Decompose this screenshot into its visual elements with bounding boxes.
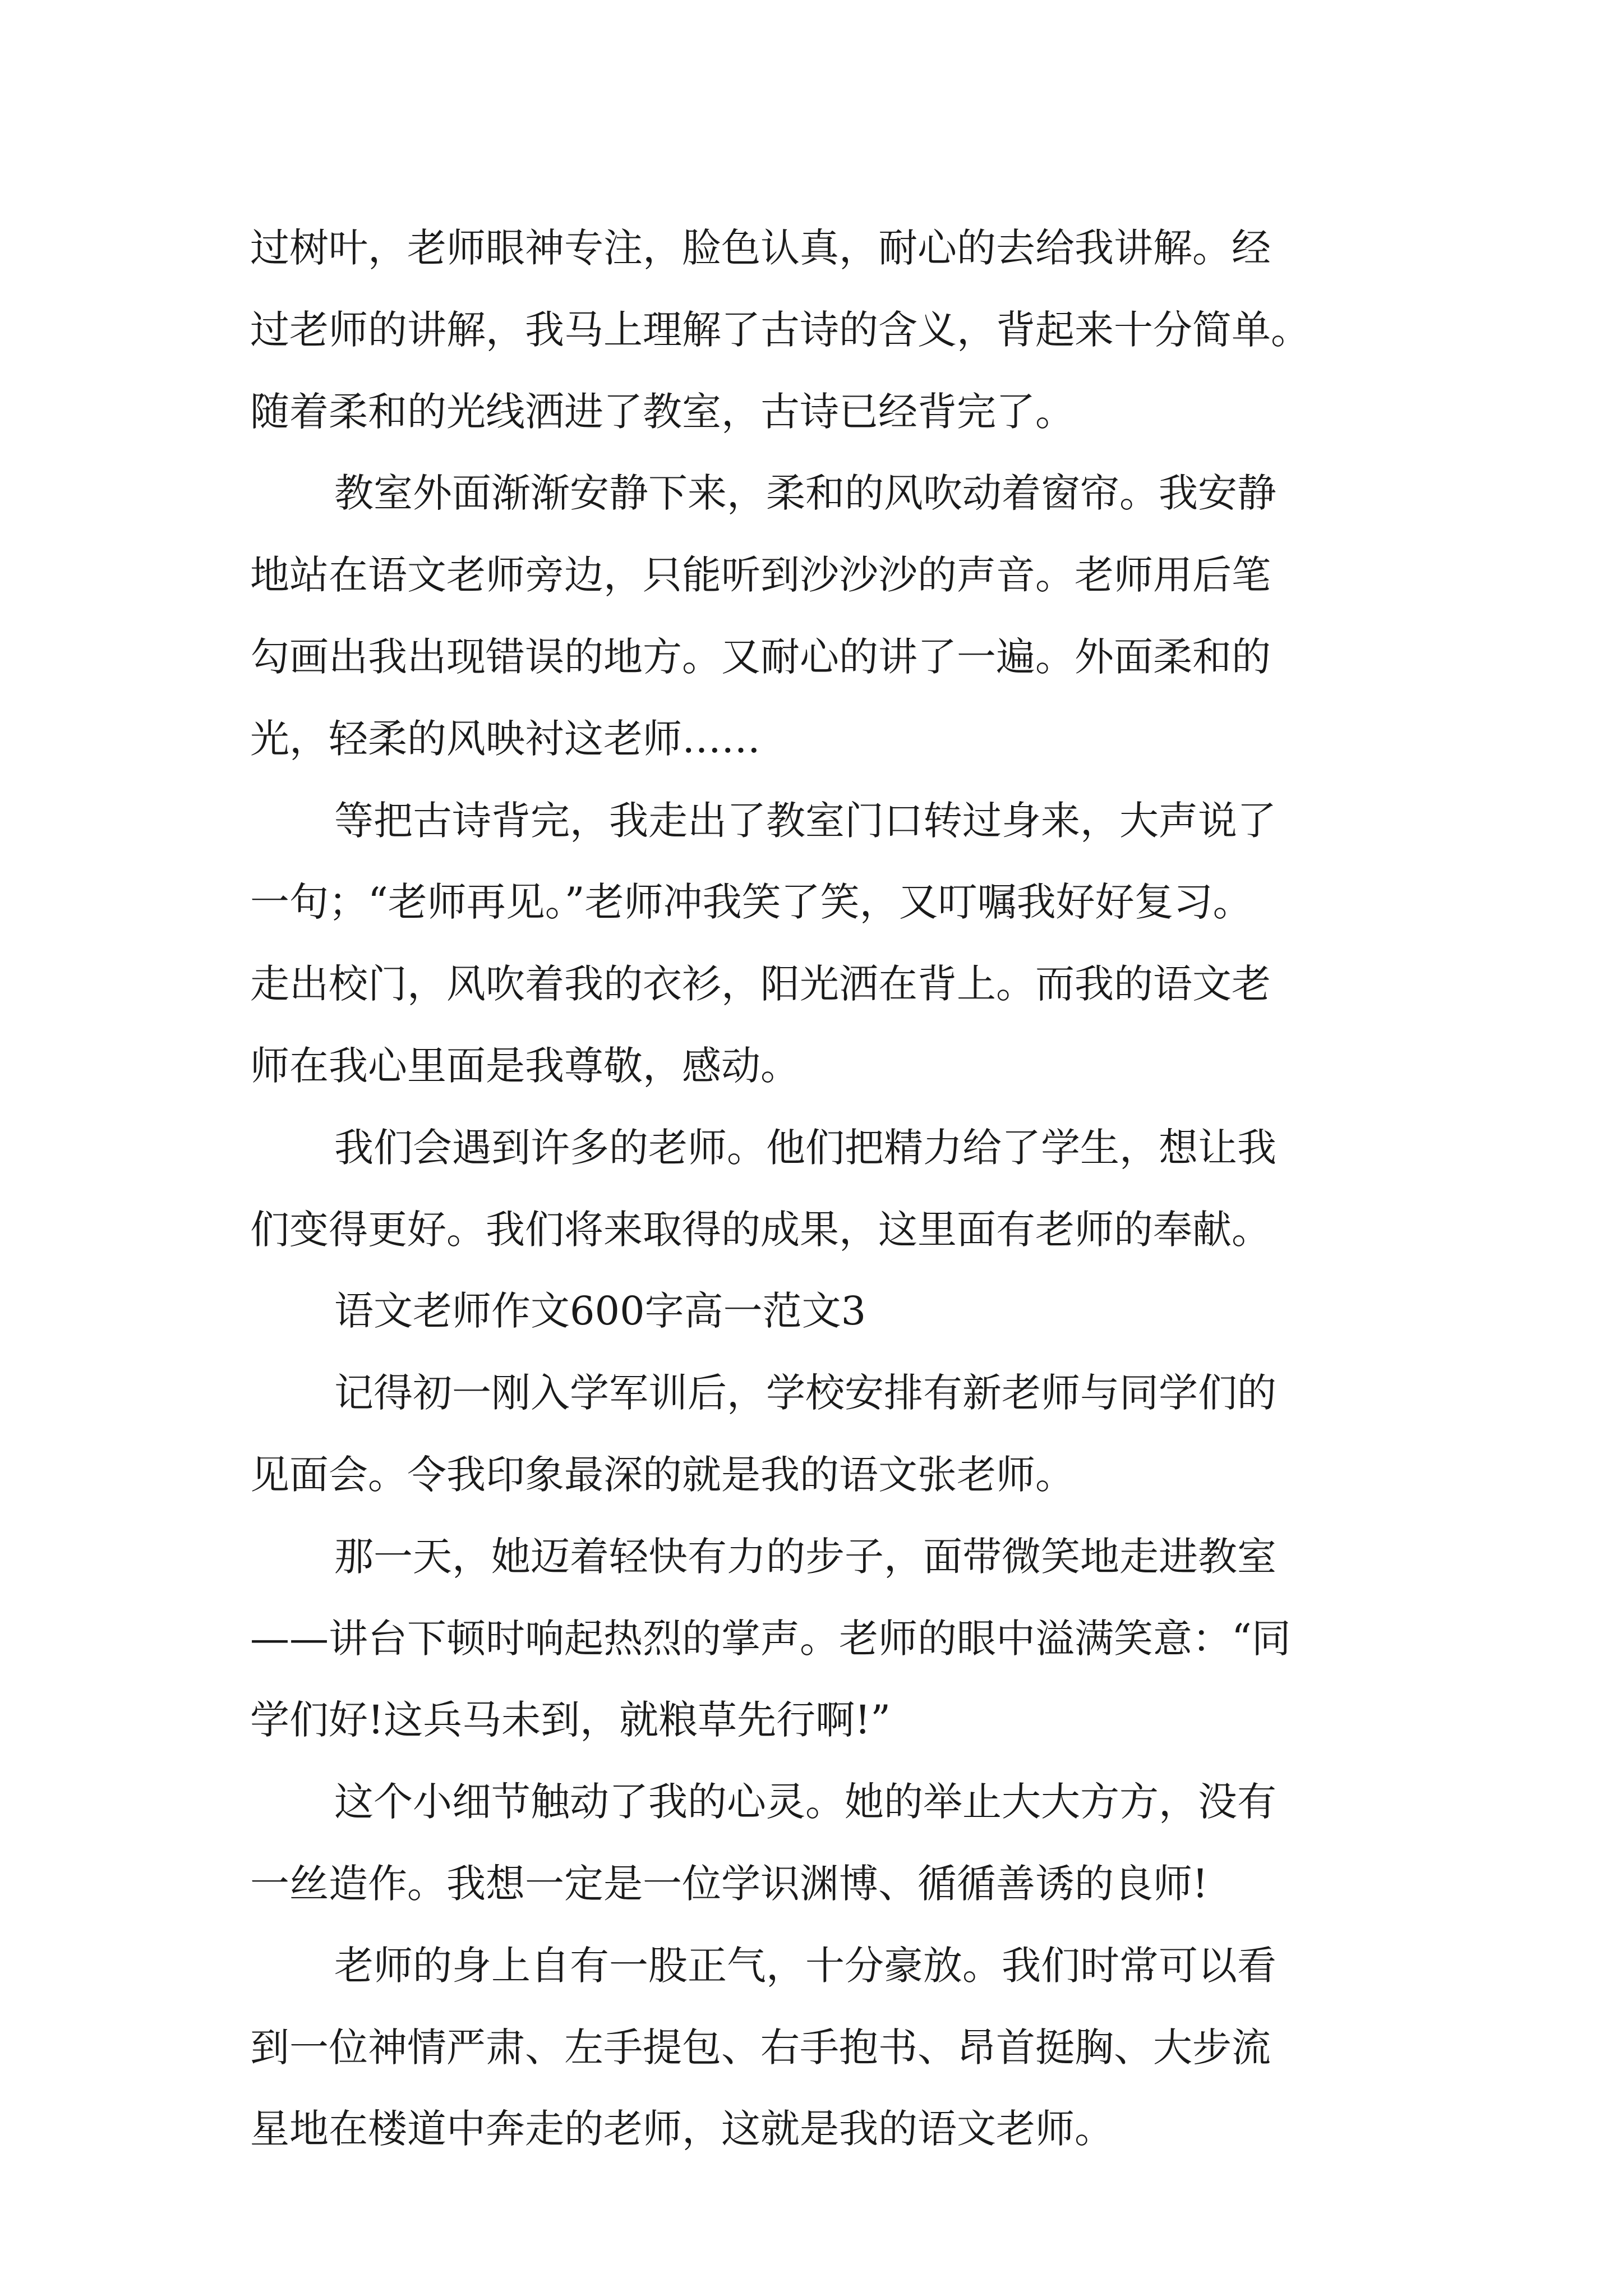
paragraph-first-line: 这个小细节触动了我的心灵。她的举止大大方方，没有 — [334, 1779, 1276, 1825]
text-line: 过树叶，老师眼神专注，脸色认真，耐心的去给我讲解。经 — [250, 225, 1271, 271]
text-line: 勾画出我出现错误的地方。又耐心的讲了一遍。外面柔和的 — [250, 633, 1271, 680]
text-line: 星地在楼道中奔走的老师，这就是我的语文老师。 — [250, 2106, 1114, 2152]
text-line: 过老师的讲解，我马上理解了古诗的含义，背起来十分简单。 — [250, 306, 1310, 353]
text-line: 地站在语文老师旁边，只能听到沙沙沙的声音。老师用后笔 — [250, 552, 1271, 599]
paragraph-first-line: 我们会遇到许多的老师。他们把精力给了学生，想让我 — [334, 1124, 1276, 1171]
paragraph-first-line: 老师的身上自有一股正气，十分豪放。我们时常可以看 — [334, 1942, 1276, 1989]
paragraph-first-line: 等把古诗背完，我走出了教室门口转过身来，大声说了 — [334, 797, 1276, 844]
text-line: 光，轻柔的风映衬这老师…… — [250, 715, 760, 762]
text-line: 一句；“老师再见。”老师冲我笑了笑，又叮嘱我好好复习。 — [250, 879, 1252, 926]
text-line: 学们好!这兵马未到，就粮草先行啊!” — [250, 1697, 891, 1743]
text-line: 到一位神情严肃、左手提包、右手抱书、昂首挺胸、大步流 — [250, 2024, 1271, 2070]
section-heading: 语文老师作文600字高一范文3 — [334, 1288, 866, 1335]
text-line: 一丝造作。我想一定是一位学识渊博、循循善诱的良师! — [250, 1860, 1209, 1907]
text-line: 见面会。令我印象最深的就是我的语文张老师。 — [250, 1451, 1075, 1498]
text-line: 们变得更好。我们将来取得的成果，这里面有老师的奉献。 — [250, 1206, 1271, 1253]
text-line: 师在我心里面是我尊敬，感动。 — [250, 1042, 800, 1089]
paragraph-first-line: 记得初一刚入学军训后，学校安排有新老师与同学们的 — [334, 1370, 1276, 1416]
paragraph-first-line: 那一天，她迈着轻快有力的步子，面带微笑地走进教室 — [334, 1533, 1276, 1580]
text-line: ——讲台下顿时响起热烈的掌声。老师的眼中溢满笑意：“同 — [250, 1615, 1291, 1662]
document-body — [250, 208, 1389, 2170]
text-line: 走出校门，风吹着我的衣衫，阳光洒在背上。而我的语文老 — [250, 961, 1271, 1007]
text-line: 随着柔和的光线洒进了教室，古诗已经背完了。 — [250, 388, 1075, 435]
paragraph-first-line: 教室外面渐渐安静下来，柔和的风吹动着窗帘。我安静 — [334, 470, 1276, 517]
